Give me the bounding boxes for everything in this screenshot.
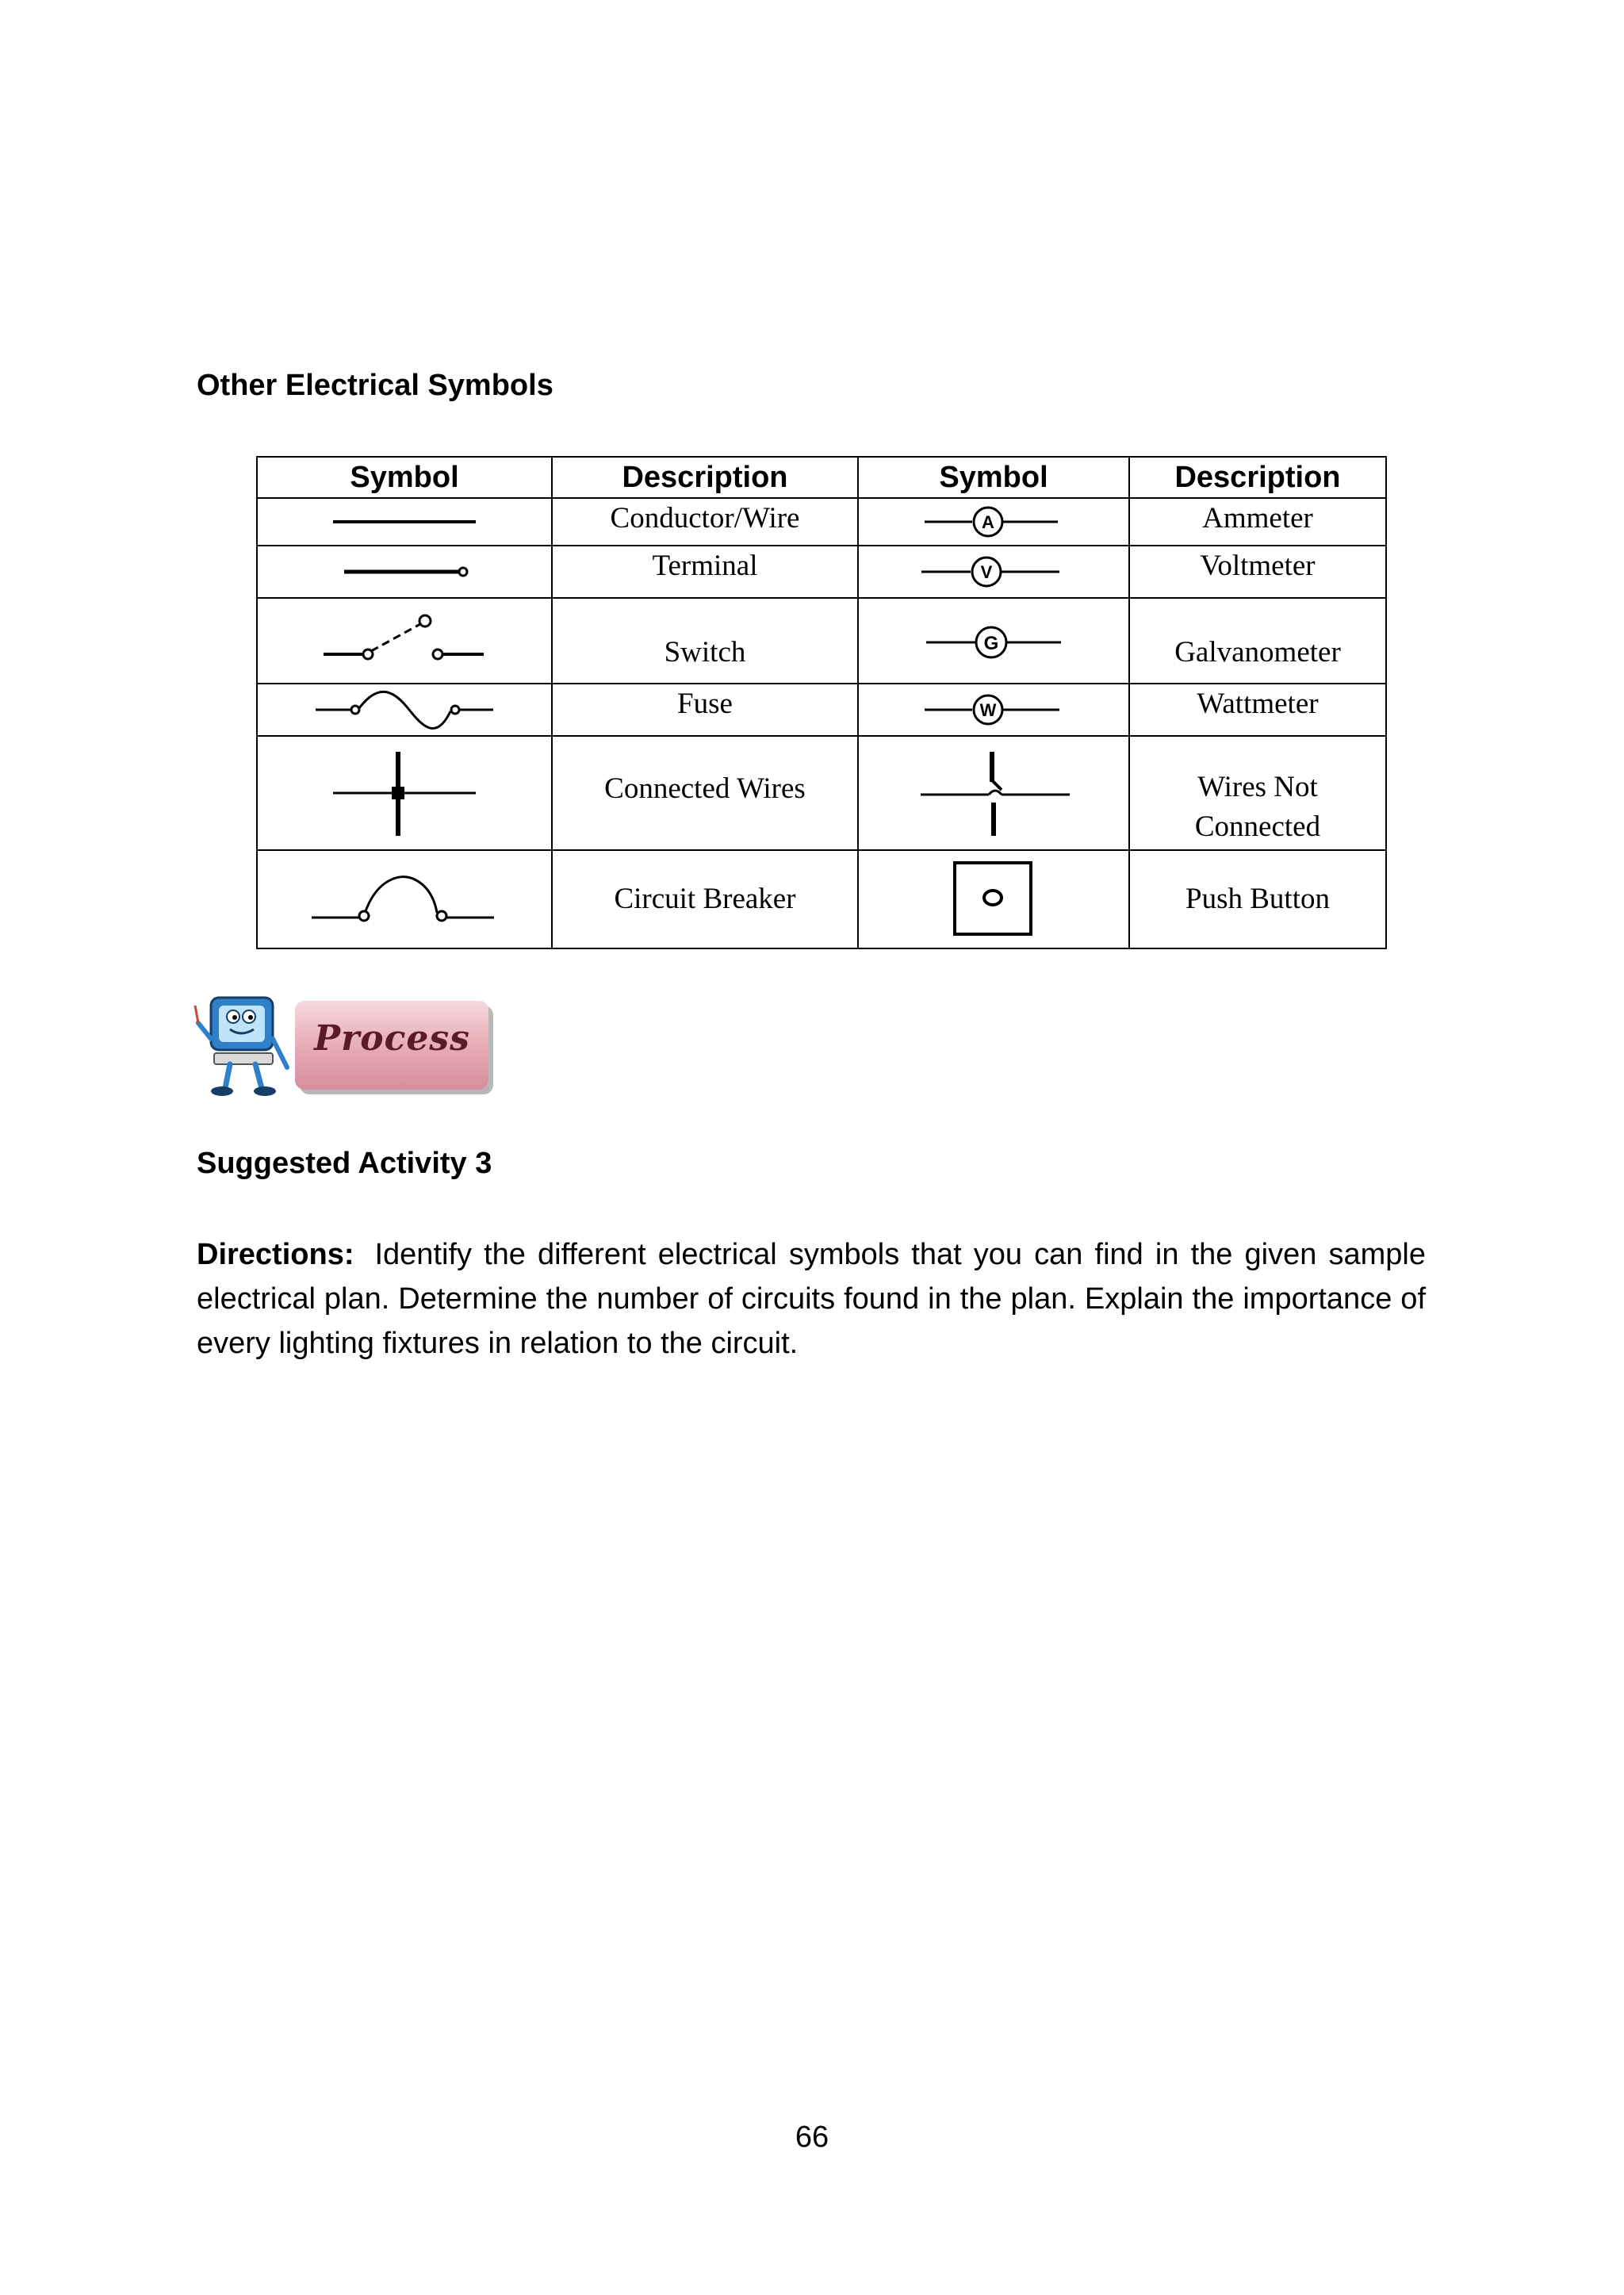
description-cell: Push Button <box>1129 850 1386 948</box>
computer-mascot-icon <box>193 991 297 1102</box>
circuit-breaker-symbol <box>257 850 552 948</box>
directions-label: Directions: <box>197 1238 354 1271</box>
header-symbol: Symbol <box>858 457 1129 498</box>
meter-letter: V <box>980 562 993 582</box>
description-line: Connected <box>1194 810 1321 843</box>
table-row <box>257 684 1386 736</box>
table-header-row <box>257 457 1386 498</box>
description-cell: Wattmeter <box>1129 684 1386 736</box>
meter-letter: G <box>983 633 999 654</box>
description-cell: Galvanometer <box>1129 598 1386 684</box>
push-button-symbol <box>858 850 1129 948</box>
table-row <box>257 850 1386 948</box>
process-label: Process <box>314 1018 470 1059</box>
process-badge <box>193 991 503 1102</box>
electrical-symbols-table <box>256 456 1387 949</box>
table-row <box>257 598 1386 684</box>
description-cell: Fuse <box>552 684 858 736</box>
meter-letter: A <box>982 512 994 532</box>
description-cell: Terminal <box>552 546 858 598</box>
meter-letter: W <box>979 700 997 720</box>
table-row <box>257 546 1386 598</box>
description-line: Wires Not <box>1197 771 1318 803</box>
directions-text: Identify the different electrical symbols that you can find in the given sample electrical plan. Determine the number of circuits found in the plan. Explain the importance of every lighting fixtures in relation to the circuit. <box>197 1238 1426 1360</box>
description-cell: Voltmeter <box>1129 546 1386 598</box>
wattmeter-symbol <box>858 684 1129 736</box>
description-cell <box>1129 736 1386 850</box>
wires-not-connected-symbol <box>858 736 1129 850</box>
connected-wires-symbol <box>257 736 552 850</box>
description-cell: Connected Wires <box>552 736 858 850</box>
voltmeter-symbol <box>858 546 1129 598</box>
galvanometer-symbol <box>858 598 1129 684</box>
table-row <box>257 498 1386 546</box>
conductor-wire-symbol <box>257 498 552 546</box>
header-description: Description <box>552 457 858 498</box>
description-cell: Conductor/Wire <box>552 498 858 546</box>
description-cell: Switch <box>552 598 858 684</box>
ammeter-symbol <box>858 498 1129 546</box>
fuse-symbol <box>257 684 552 736</box>
description-cell: Ammeter <box>1129 498 1386 546</box>
header-symbol: Symbol <box>257 457 552 498</box>
page-number: 66 <box>795 2121 829 2154</box>
table-row <box>257 736 1386 850</box>
process-label-box <box>295 1001 488 1090</box>
switch-symbol <box>257 598 552 684</box>
header-description: Description <box>1129 457 1386 498</box>
section-title: Other Electrical Symbols <box>197 369 553 402</box>
description-cell: Circuit Breaker <box>552 850 858 948</box>
terminal-symbol <box>257 546 552 598</box>
directions-paragraph <box>197 1232 1426 1366</box>
activity-title: Suggested Activity 3 <box>197 1147 492 1180</box>
